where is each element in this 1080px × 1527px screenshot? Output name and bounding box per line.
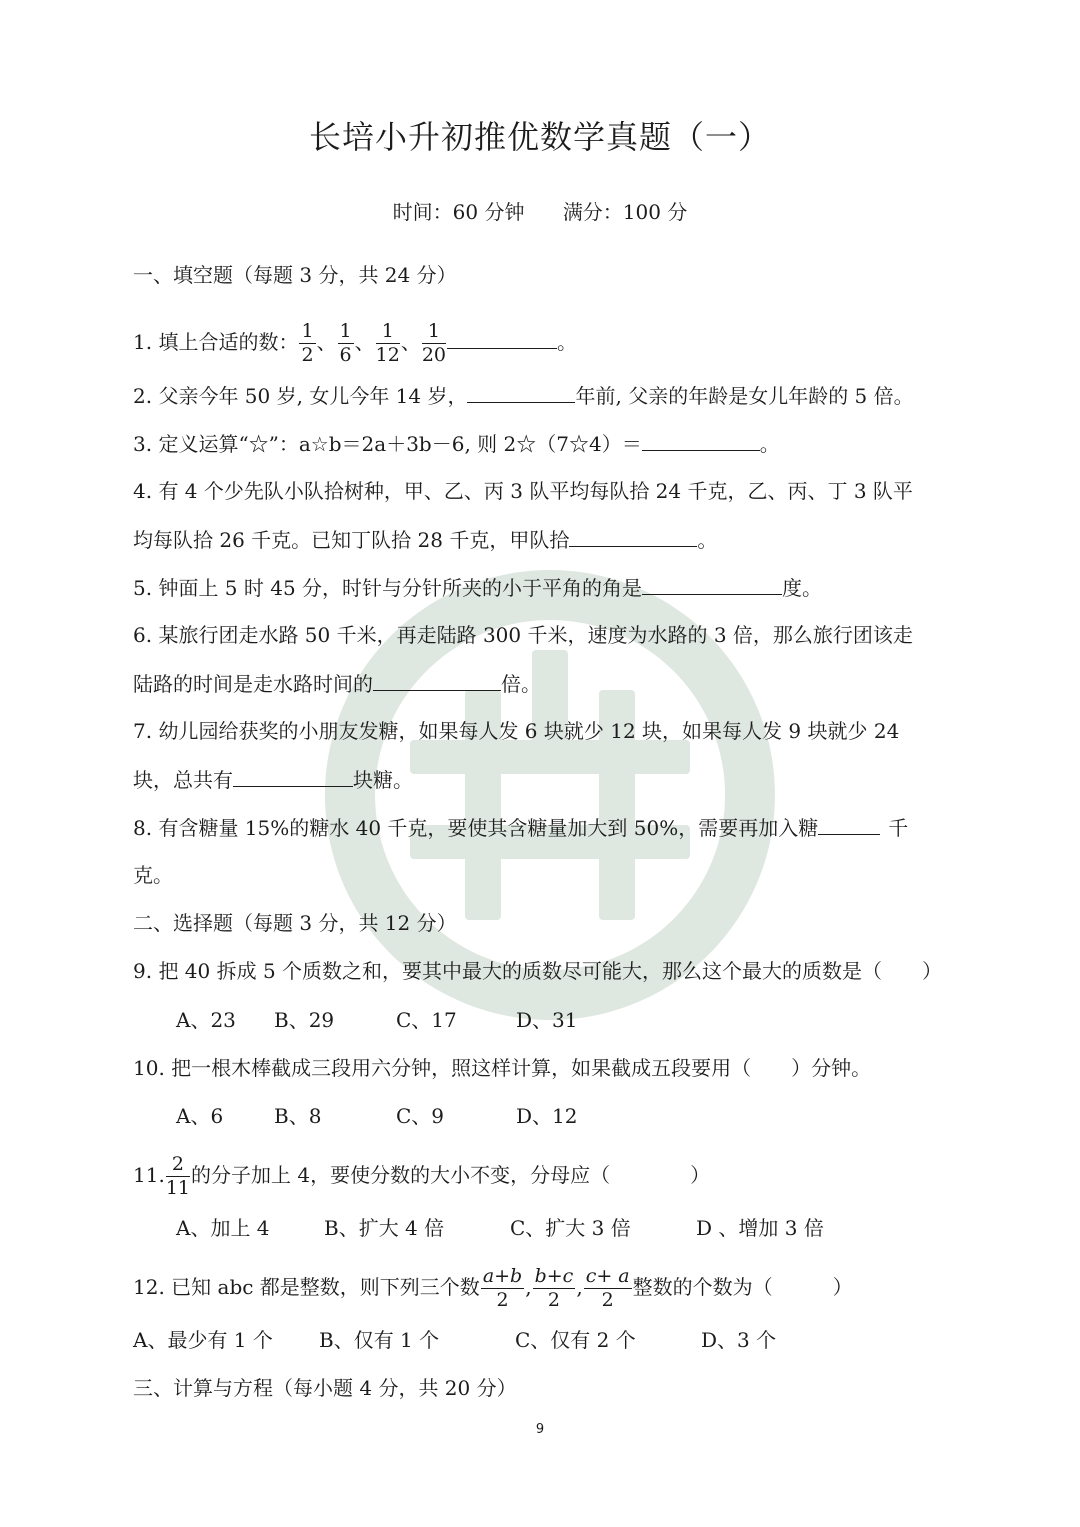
answer-blank[interactable] [447, 326, 557, 349]
option-d[interactable]: D、3 个 [701, 1328, 777, 1352]
fraction: $\frac{1}{2}$ [301, 320, 314, 366]
question-7-line-2: 块，总共有 块糖。 [133, 764, 413, 795]
time-limit: 时间：60 分钟 [392, 200, 525, 224]
page-number: 9 [535, 1422, 545, 1437]
question-11-options [176, 1213, 824, 1243]
question-4-line-2: 均每队拾 26 千克。已知丁队拾 28 千克，甲队拾 。 [133, 524, 717, 555]
question-12-options [133, 1325, 776, 1355]
answer-blank[interactable] [373, 668, 501, 691]
fraction: $\frac{a+b}{2}$ [482, 1265, 523, 1311]
option-b[interactable]: B、仅有 1 个 [319, 1328, 440, 1352]
question-5: 5. 钟面上 5 时 45 分，时针与分针所夹的小于平角的角是 度。 [133, 572, 822, 603]
section-1-heading: 一、填空题（每题 3 分，共 24 分） [133, 263, 457, 287]
option-d[interactable]: D、12 [516, 1104, 578, 1128]
option-a[interactable]: A、6 [176, 1104, 224, 1128]
option-b[interactable]: B、扩大 4 倍 [324, 1216, 445, 1240]
option-c[interactable]: C、17 [396, 1008, 457, 1032]
question-9-options [176, 1005, 577, 1035]
question-10: 10. 把一根木棒截成三段用六分钟，照这样计算，如果截成五段要用（ ）分钟。 [133, 1056, 872, 1080]
question-3: 3. 定义运算“☆”：a☆b＝2a＋3b－6, 则 2☆（7☆4）＝ 。 [133, 428, 780, 459]
option-b[interactable]: B、8 [274, 1104, 322, 1128]
question-2: 2. 父亲今年 50 岁, 女儿今年 14 岁， 年前, 父亲的年龄是女儿年龄的 5 倍。 [133, 380, 914, 411]
fraction: $\frac{2}{11}$ [165, 1153, 190, 1199]
option-a[interactable]: A、23 [176, 1008, 236, 1032]
answer-blank[interactable] [818, 812, 880, 835]
option-c[interactable]: C、9 [396, 1104, 445, 1128]
fraction: $\frac{b+c}{2}$ [534, 1265, 574, 1311]
answer-blank[interactable] [569, 524, 697, 547]
question-10-options [176, 1101, 577, 1131]
answer-blank[interactable] [642, 572, 782, 595]
question-6-line-2: 陆路的时间是走水路时间的 倍。 [133, 668, 541, 699]
fraction: $\frac{1}{12}$ [375, 320, 400, 366]
fraction: $\frac{1}{6}$ [339, 320, 352, 366]
option-d[interactable]: D 、增加 3 倍 [696, 1216, 824, 1240]
option-a[interactable]: A、加上 4 [176, 1216, 270, 1240]
answer-blank[interactable] [233, 764, 353, 787]
fraction: $\frac{c+ a}{2}$ [585, 1265, 630, 1311]
exam-meta [0, 196, 1080, 225]
question-6-line-1: 6. 某旅行团走水路 50 千米，再走陆路 300 千米，速度为水路的 3 倍，那么旅行团该走 [133, 623, 913, 647]
option-a[interactable]: A、最少有 1 个 [133, 1328, 273, 1352]
answer-blank[interactable] [642, 428, 760, 451]
option-b[interactable]: B、29 [274, 1008, 335, 1032]
section-2-heading: 二、选择题（每题 3 分，共 12 分） [133, 911, 457, 935]
fraction: $\frac{1}{20}$ [421, 320, 447, 366]
question-8-line-2: 克。 [133, 863, 173, 887]
question-7-line-1: 7. 幼儿园给获奖的小朋友发糖，如果每人发 6 块就少 12 块，如果每人发 9 块就少 24 [133, 719, 900, 743]
question-1: 1. 填上合适的数： $\frac{1}{2}$ 、 $\frac{1}{6}$ 、 $\frac{1}{12}$ 、 $\frac{1}{20}$ 。 [133, 320, 578, 366]
question-8-line-1: 8. 有含糖量 15%的糖水 40 千克，要使其含糖量加大到 50%，需要再加入糖 千 [133, 812, 908, 843]
page-title: 长培小升初推优数学真题（一） [308, 118, 771, 156]
answer-blank[interactable] [467, 380, 575, 403]
option-c[interactable]: C、仅有 2 个 [515, 1328, 636, 1352]
section-3-heading: 三、计算与方程（每小题 4 分，共 20 分） [133, 1376, 517, 1400]
question-11: 11. $\frac{2}{11}$ 的分子加上 4，要使分数的大小不变，分母应（ ） [133, 1153, 711, 1199]
full-score: 满分：100 分 [562, 200, 688, 224]
question-4-line-1: 4. 有 4 个少先队小队拾树种，甲、乙、丙 3 队平均每队拾 24 千克，乙、丙、丁 3 队平 [133, 479, 913, 503]
option-d[interactable]: D、31 [516, 1008, 578, 1032]
question-12: 12. 已知 abc 都是整数，则下列三个数 $\frac{a+b}{2}$ , $\frac{b+c}{2}$ , $\frac{c+ a}{2}$ 整数的个数为（ ） [133, 1265, 853, 1311]
q1-prefix: 1. 填上合适的数： [133, 330, 299, 354]
option-c[interactable]: C、扩大 3 倍 [510, 1216, 631, 1240]
question-9: 9. 把 40 拆成 5 个质数之和，要其中最大的质数尽可能大，那么这个最大的质数是（ ） [133, 959, 943, 983]
